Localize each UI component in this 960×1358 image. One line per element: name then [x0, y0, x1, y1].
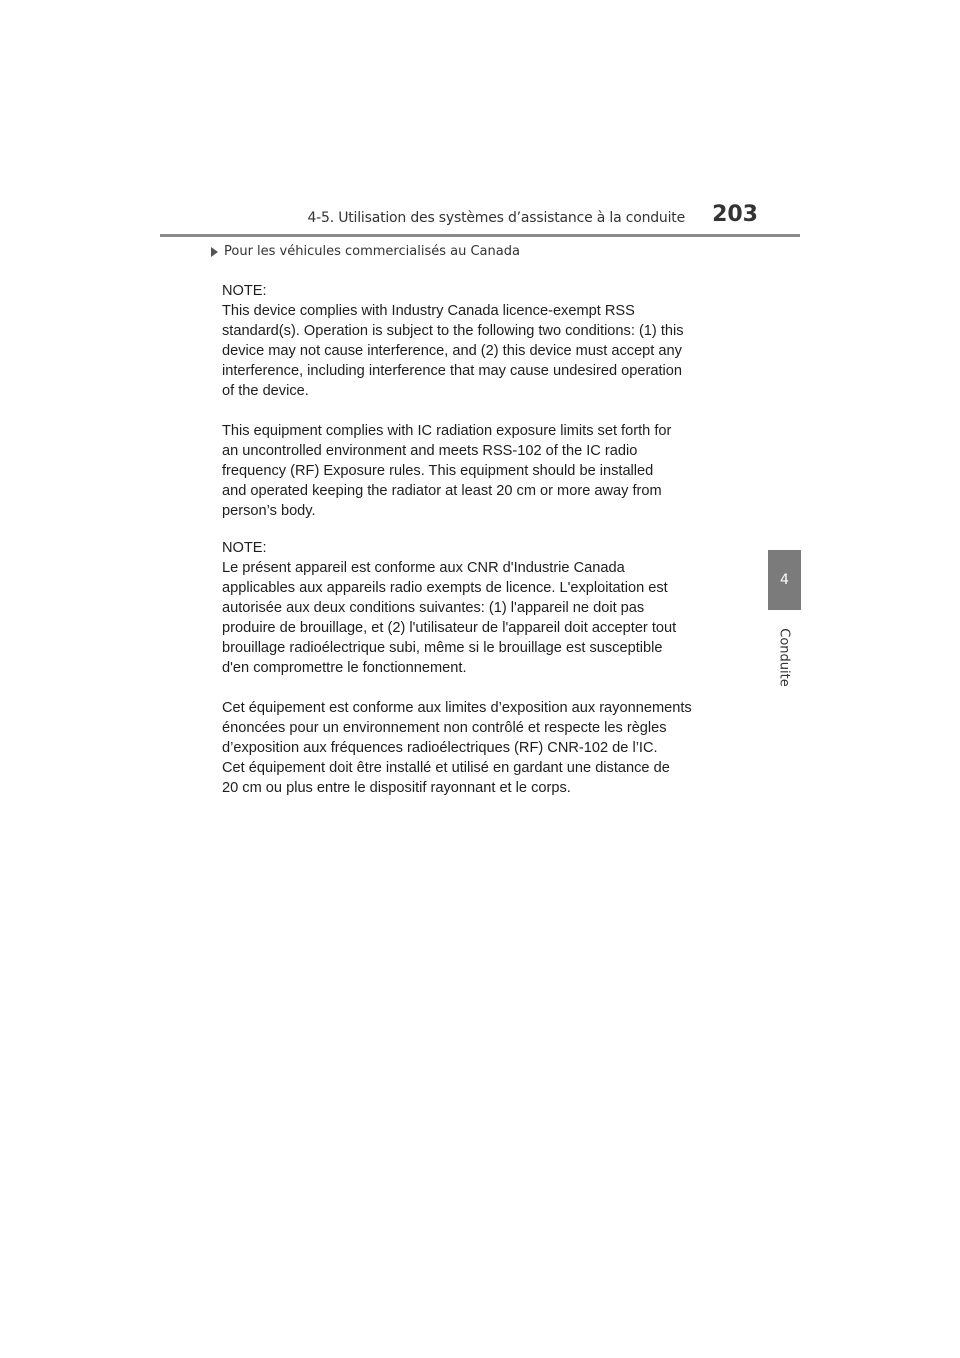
english-notice	[222, 281, 752, 521]
french-notice	[222, 538, 752, 798]
header-section-title: 4-5. Utilisation des systèmes d’assistance à la conduite	[307, 210, 685, 226]
chapter-label: Conduite	[776, 628, 792, 687]
chapter-number: 4	[780, 572, 789, 588]
english-notice-paragraph-1: This device complies with Industry Canada licence-exempt RSS standard(s). Operation is subject to the following two conditions: (1) this device may not cause interference, and (2) this device must accept any interference, including interference that may cause undesired operation of the device.	[222, 303, 684, 399]
bullet-text: Pour les véhicules commercialisés au Canada	[224, 244, 520, 259]
paragraph-gap	[222, 401, 752, 421]
french-notice-paragraph-2: Cet équipement est conforme aux limites d’exposition aux rayonnements énoncées pour un environnement non contrôlé et respecte les règles d’exposition aux fréquences radioélectriques (RF) CNR-102 de l’IC. Cet équipement doit être installé et utilisé en gardant une distance de 20 cm ou plus entre le dispositif rayonnant et le corps.	[222, 700, 692, 796]
french-notice-paragraph-1: Le présent appareil est conforme aux CNR d'Industrie Canada applicables aux appareils radio exempts de licence. L'exploitation est autorisée aux deux conditions suivantes: (1) l'appareil ne doit pas produire de brouillage, et (2) l'utilisateur de l'appareil doit accepter tout brouillage radioélectrique subi, même si le brouillage est susceptible d'en compromettre le fonctionnement.	[222, 560, 677, 676]
chapter-tab	[768, 550, 801, 610]
section-bullet	[211, 244, 520, 259]
triangle-arrow-icon	[211, 247, 218, 257]
page-number: 203	[712, 202, 758, 227]
english-notice-heading: NOTE:	[222, 283, 267, 299]
paragraph-gap	[222, 678, 752, 698]
page-header	[160, 200, 800, 237]
french-notice-heading: NOTE:	[222, 540, 267, 556]
english-notice-paragraph-2: This equipment complies with IC radiation exposure limits set forth for an uncontrolled environment and meets RSS-102 of the IC radio frequency (RF) Exposure rules. This equipment should be installed and operated keeping the radiator at least 20 cm or more away from person’s body.	[222, 423, 672, 519]
